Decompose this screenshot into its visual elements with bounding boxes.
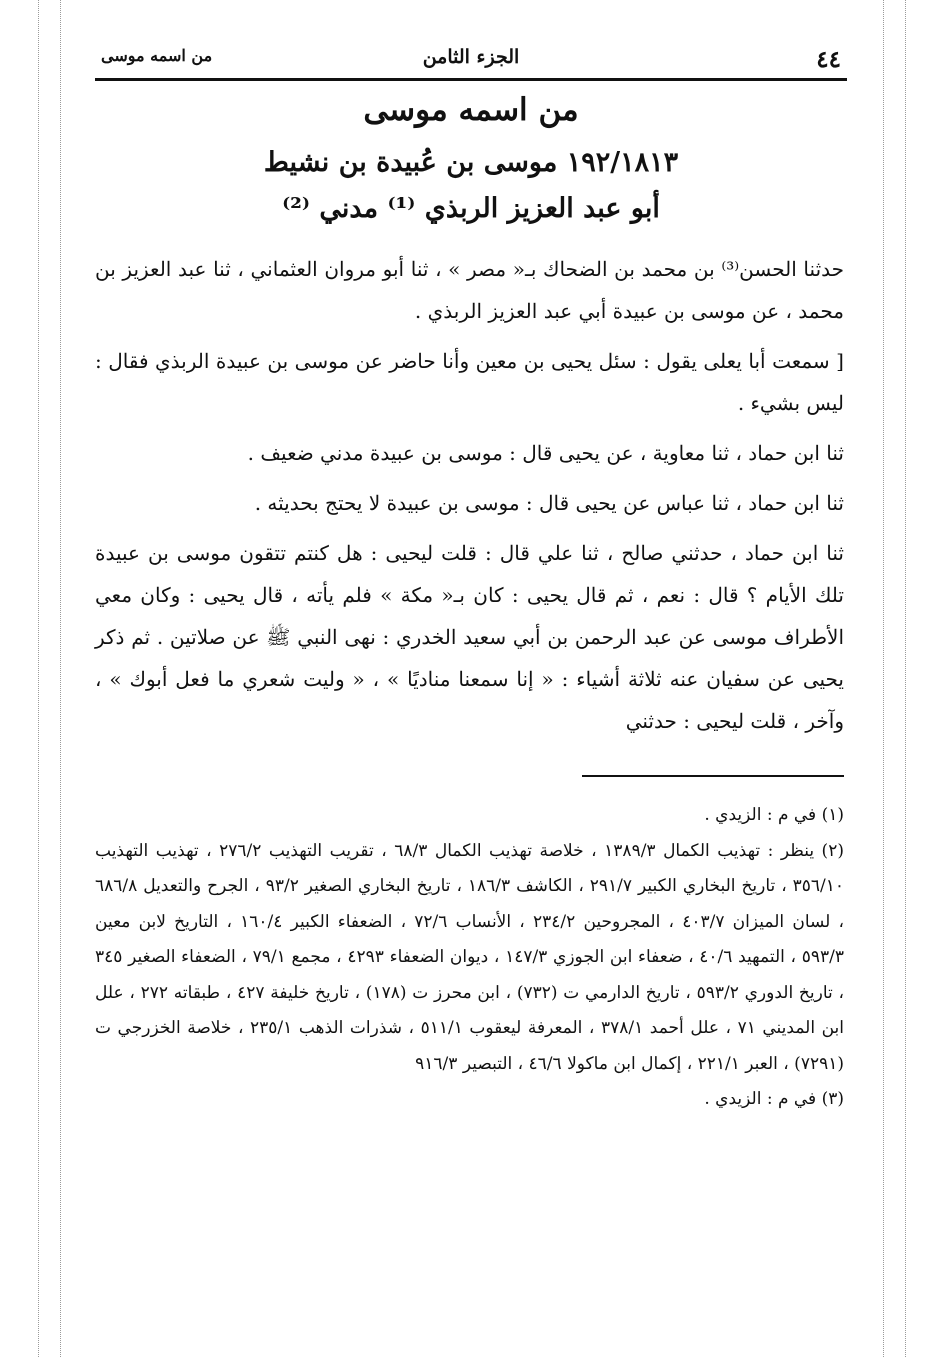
footnote: (٢) ينظر : تهذيب الكمال ١٣٨٩/٣ ، خلاصة تهذيب الكمال ٦٨/٣ ، تقريب التهذيب ٢٧٦/٢ ، تهذيب التهذيب ٣٥٦/١٠ ، تاريخ البخاري الكبير ٢٩١/٧ ، الكاشف ١٨٦/٣ ، تاريخ البخاري الصغير ٩٣/٢ ، الجرح والتعديل ٦٨٦/٨ ، لسان الميزان ٤٠٣/٧ ، المجروحين ٢٣٤/٢ ، الأنساب ٧٢/٦ ، الضعفاء الكبير ١٦٠/٤ ، التاريخ لابن معين ٥٩٣/٣ ، التمهيد ٤٠/٦ ، ضعفاء ابن الجوزي ١٤٧/٣ ، ديوان الضعفاء ٤٢٩٣ ، مجمع ٧٩/١ ، الضعفاء الصغير ٣٤٥ ، تاريخ الدوري ٥٩٣/٢ ، تاريخ الدارمي ت (٧٣٢) ، ابن محرز ت (١٧٨) ، تاريخ خليفة ٤٢٧ ، طبقاته ٢٧٢ ، علل ابن المديني ٧١ ، علل أحمد ٣٧٨/١ ، المعرفة ليعقوب ٥١١/١ ، شذرات الذهب ٢٣٥/١ ، خلاصة الخزرجي ت (٧٢٩١) ، العبر ٢٢١/١ ، إكمال ابن ماكولا ٤٦/٦ ، التبصير ٩١٦/٣ <box>95 840 845 1074</box>
footnote: (١) في م : الزيدي . <box>704 805 844 825</box>
chapter-title: من اسمه موسى <box>363 92 579 128</box>
entry-kunya-line: أبو عبد العزيز الربذي ⁽¹⁾ مدني ⁽²⁾ <box>282 193 660 224</box>
scan-dotted-rule <box>38 0 39 1357</box>
page-number: ٤٤ <box>816 46 841 73</box>
body-text <box>95 248 844 742</box>
entry-name-line: ١٩٢/١٨١٣ موسى بن عُبيدة بن نشيط <box>263 147 679 178</box>
footnote-separator <box>582 775 844 777</box>
paragraph: ثنا ابن حماد ، ثنا معاوية ، عن يحيى قال : موسى بن عبيدة مدني ضعيف . <box>247 441 844 465</box>
paragraph: [ سمعت أبا يعلى يقول : سئل يحيى بن معين وأنا حاضر عن موسى بن عبيدة الربذي فقال : ليس بشيء . <box>95 349 844 415</box>
page-header <box>95 44 847 81</box>
footnotes <box>95 798 844 1118</box>
entry-heading <box>95 140 847 232</box>
scan-dotted-rule <box>883 0 884 1357</box>
paragraph: حدثنا الحسن⁽³⁾ بن محمد بن الضحاك بـ« مصر » ، ثنا أبو مروان العثماني ، ثنا عبد العزيز بن محمد ، عن موسى بن عبيدة أبي عبد العزيز الربذي . <box>95 257 844 323</box>
paragraph: ثنا ابن حماد ، حدثني صالح ، ثنا علي قال : قلت ليحيى : هل كنتم تتقون موسى بن عبيدة تلك الأيام ؟ قال : نعم ، ثم قال يحيى : كان بـ« مكة » فلم يأته ، قال يحيى : وكان معي الأطراف موسى عن عبد الرحمن بن أبي سعيد الخدري : نهى النبي ﷺ عن صلاتين . ثم ذكر يحيى عن سفيان عنه ثلاثة أشياء : « إنا سمعنا مناديًا » ، « وليت شعري ما فعل أبوك » ، وآخر ، قلت ليحيى : حدثني <box>95 541 844 733</box>
scan-dotted-rule <box>60 0 61 1357</box>
scan-dotted-rule <box>905 0 906 1357</box>
footnote: (٣) في م : الزيدي . <box>704 1089 844 1109</box>
paragraph: ثنا ابن حماد ، ثنا عباس عن يحيى قال : موسى بن عبيدة لا يحتج بحديثه . <box>254 491 844 515</box>
part-title: الجزء الثامن <box>422 46 520 68</box>
running-title: من اسمه موسى <box>101 46 213 65</box>
